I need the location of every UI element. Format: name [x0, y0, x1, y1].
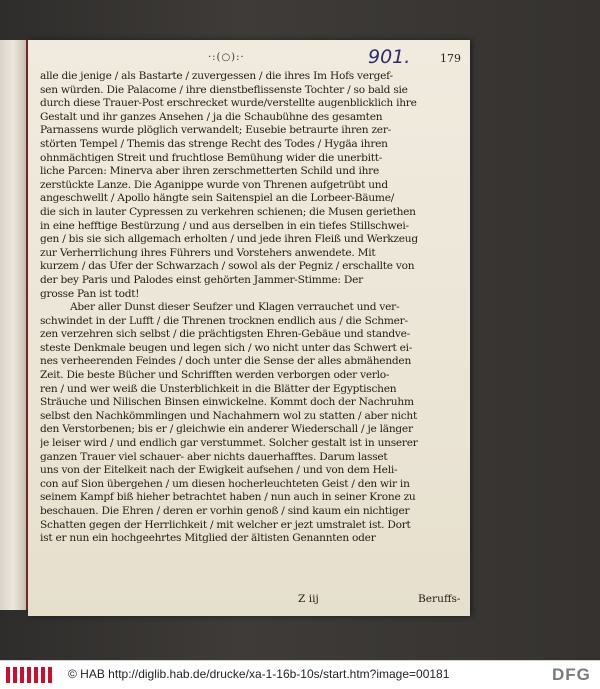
page-foot	[40, 593, 460, 607]
text-line: ganzen Trauer viel schauer- aber nichts dauerhafftes. Darum lasset	[40, 450, 388, 463]
text-line: con auf Sion übergehen / um diesen hocherleuchteten Geist / den wir in	[40, 477, 410, 490]
text-line: die sich in lauter Cypressen zu verkehren schienen; die Musen geriethen	[40, 205, 416, 218]
text-line: liche Parcen: Minerva aber ihren zerschmetterten Schild und ihre	[40, 165, 380, 178]
text-line: ohnmächtigen Streit und fruchtlose Bemühung wider die unerbitt-	[40, 151, 383, 164]
text-line: zen verzehren sich selbst / die prächtigsten Ehren-Gebäue und standve-	[40, 328, 411, 341]
text-line: schwindet in der Lufft / die Threnen trocknen endlich aus / die Schmer-	[40, 314, 408, 327]
text-line: ist er nun ein hochgeehrtes Mitglied der ältisten Genannten oder	[40, 532, 376, 545]
body-text	[40, 70, 460, 546]
text-line: angeschwellt / Apollo hängte sein Saitenspiel an die Lorbeer-Bäume/	[40, 192, 395, 205]
text-line: sen würden. Die Palacome / ihre dienstbeflissenste Tochter / so bald sie	[40, 83, 408, 96]
text-line: störten Tempel / Themis das strenge Recht des Todes / Hygäa ihren	[40, 137, 388, 150]
text-line: Schatten gegen der Herrlichkeit / mit welcher er jezt umstralet ist. Dort	[40, 518, 411, 531]
text-line: ren / und wer weiß die Unsterblichkeit in die Blätter der Egyptischen	[40, 382, 397, 395]
text-line: nes verheerenden Feindes / doch unter die Sense der alles abmähenden	[40, 355, 412, 368]
header-ornament: ·:(○):·	[208, 52, 245, 63]
text-line: den Verstorbenen; bis er / gleichwie ein anderer Wiederschall / je länger	[40, 423, 413, 436]
text-line: Zeit. Die beste Bücher und Schrifften werden verborgen oder verlo-	[40, 369, 390, 382]
text-line: in eine hefftige Bestürzung / und aus derselben in ein tiefes Stillschwei-	[40, 219, 409, 232]
text-line: der bey Paris und Palodes einst gehörten Jammer-Stimme: Der	[40, 273, 363, 286]
text-line: zur Verherrlichung ihres Führers und Vorstehers anwendete. Mit	[40, 246, 376, 259]
book-page	[28, 40, 470, 616]
text-line: uns von der Eitelkeit nach der Ewigkeit aufsehen / und von dem Heli-	[40, 464, 398, 477]
signature-mark: Z iij	[298, 593, 319, 605]
catchword: Beruffs-	[418, 593, 461, 605]
text-line: durch diese Trauer-Post erschrecket wurde/verstellte augenblicklich ihre	[40, 97, 417, 110]
text-line: Parnassens wurde plöglich verwandelt; Eusebie betraurte ihren zer-	[40, 124, 391, 137]
hab-logo-bars	[6, 667, 54, 683]
text-line: selbst den Nachkömmlingen und Nachahmern wol zu statten / aber nicht	[40, 409, 418, 422]
text-line: beschauen. Die Ehren / deren er vorhin genoß / sind kaum ein nichtiger	[40, 505, 410, 517]
text-line: kurzem / das Ufer der Schwarzach / sowol als der Pegniz / erschallte von	[40, 260, 415, 273]
text-line: Gestalt und ihr ganzes Ansehen / ja die Schaubühne des gesamten	[40, 110, 383, 123]
text-line: zerstückte Lanze. Die Aganippe wurde von Threnen aufgetrübt und	[40, 178, 388, 191]
text-line: steste Denkmale beugen und legen sich / wo nicht unter das Schwert ei-	[40, 341, 413, 354]
text-line: je leiser wird / und endlich gar verstummet. Solcher gestalt ist in unserer	[40, 437, 418, 450]
viewer-footer	[0, 660, 600, 689]
page-number: 179	[440, 52, 461, 65]
text-line: Sträuche und Nilischen Binsen einwickelne. Kommt doch der Nachruhm	[40, 396, 414, 409]
dfg-logo: DFG	[552, 665, 591, 684]
text-line: gen / bis sie sich allgemach erholten / und jede ihren Fleiß und Werkzeug	[40, 233, 418, 246]
text-line: seinem Kampf biß hieher betrachtet haben / nun auch in seiner Krone zu	[40, 491, 416, 504]
text-line: alle die jenige / als Bastarte / zuvergessen / die ihres Im Hofs vergef-	[40, 70, 393, 82]
page-header	[28, 46, 470, 72]
previous-page-edge	[0, 40, 28, 610]
text-line: grosse Pan ist todt!	[40, 287, 140, 300]
paragraph-start-line: Aber aller Dunst dieser Seufzer und Klagen verrauchet und ver-	[70, 301, 400, 314]
handwritten-folio-mark: 901.	[368, 46, 411, 68]
copyright-link[interactable]: © HAB http://diglib.hab.de/drucke/xa-1-16b-10s/start.htm?image=00181	[68, 667, 450, 681]
